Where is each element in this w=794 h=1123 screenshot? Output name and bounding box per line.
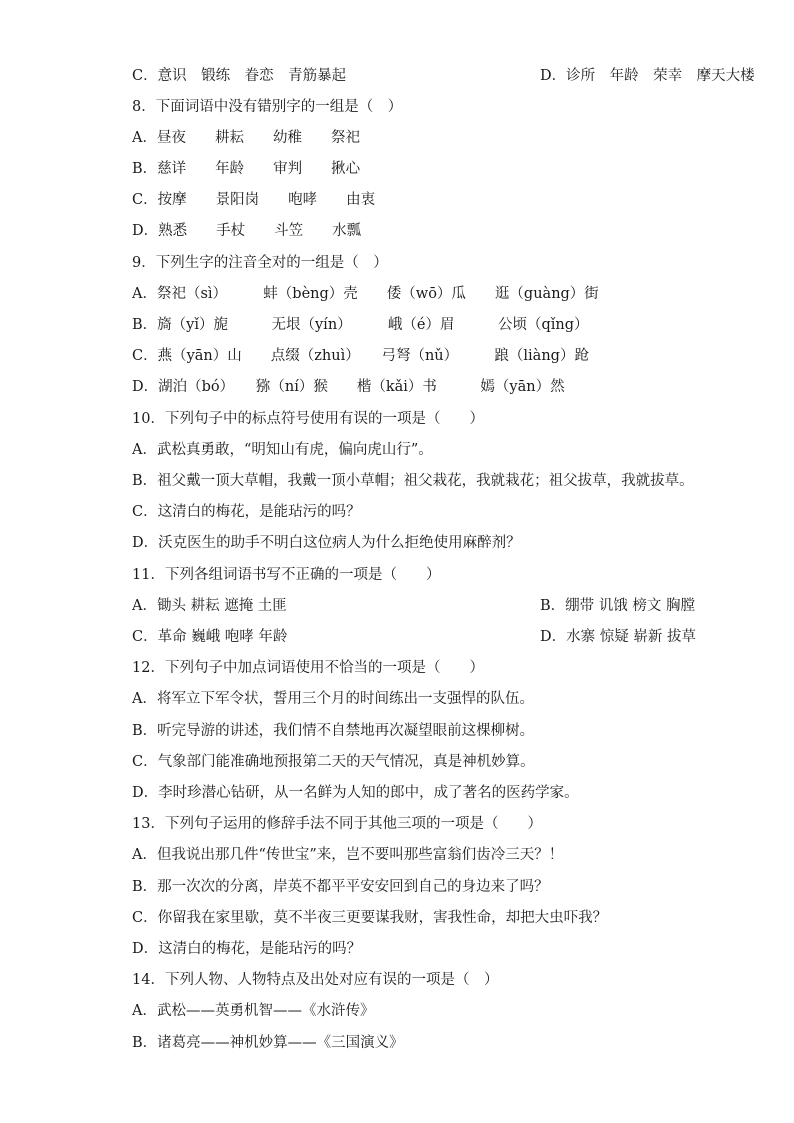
option-line: D．沃克医生的助手不明白这位病人为什么拒绝使用麻醉剂？: [132, 535, 521, 551]
option-line: A．祭祀（sì） 蚌（bèng）壳 倭（wō）瓜 逛（guàng）街: [132, 286, 599, 302]
option-line: C．革命 巍峨 咆哮 年龄 D．水寨 惊疑 崭新 拔草: [132, 629, 696, 645]
option-line: C．你留我在家里歇，莫不半夜三更要谋我财，害我性命，却把大虫吓我？: [132, 910, 608, 926]
option-line: B．听完导游的讲述，我们情不自禁地再次凝望眼前这棵柳树。: [132, 723, 535, 739]
question-11: 11．下列各组词语书写不正确的一项是（ ）: [132, 567, 441, 583]
question-12: 12．下列句子中加点词语使用不恰当的一项是（ ）: [132, 660, 484, 676]
option-line: A．将军立下军令状，誓用三个月的时间练出一支强悍的队伍。: [132, 691, 534, 707]
question-14: 14．下列人物、人物特点及出处对应有误的一项是（ ）: [132, 972, 499, 988]
option-line: A．锄头 耕耘 遮掩 土匪 B．绷带 讥饿 榜文 胸膛: [132, 598, 695, 614]
option-line: C．气象部门能准确地预报第二天的天气情况，真是神机妙算。: [132, 754, 535, 770]
option-line: A．但我说出那几件“传世宝”来，岂不要叫那些富翁们齿冷三天？！: [132, 847, 564, 863]
option-line: C．这清白的梅花，是能玷污的吗？: [132, 504, 361, 520]
option-line: D．熟悉 手杖 斗笠 水瓢: [132, 223, 362, 239]
option-line: C．燕（yān）山 点缀（zhuì） 弓弩（nǔ） 踉（liàng）跄: [132, 348, 589, 364]
option-line: B．慈详 年龄 审判 揪心: [132, 161, 361, 177]
option-line: C．按摩 景阳岗 咆哮 由衷: [132, 192, 376, 208]
option-line: B．祖父戴一顶大草帽，我戴一顶小草帽；祖父栽花，我就栽花；祖父拔草，我就拔草。: [132, 473, 694, 489]
question-8: 8．下面词语中没有错别字的一组是（ ）: [132, 99, 403, 115]
question-9: 9．下列生字的注音全对的一组是（ ）: [132, 255, 388, 271]
option-line: B．旖（yǐ）旎 无垠（yín） 峨（é）眉 公顷（qǐng）: [132, 317, 589, 333]
option-line: A．武松——英勇机智——《水浒传》: [132, 1003, 375, 1019]
option-line: D．李时珍潜心钻研，从一名鲜为人知的郎中，成了著名的医药学家。: [132, 785, 579, 801]
option-line: D．湖泊（bó） 猕（ní）猴 楷（kǎi）书 嫣（yān）然: [132, 379, 565, 395]
option-line: B．诸葛亮——神机妙算——《三国演义》: [132, 1035, 404, 1051]
question-10: 10．下列句子中的标点符号使用有误的一项是（ ）: [132, 411, 484, 427]
option-line: A．昼夜 耕耘 幼稚 祭祀: [132, 130, 360, 146]
question-13: 13．下列句子运用的修辞手法不同于其他三项的一项是（ ）: [132, 816, 542, 832]
option-line: D．这清白的梅花，是能玷污的吗？: [132, 941, 362, 957]
option-line: B．那一次次的分离，岸英不都平平安安回到自己的身边来了吗？: [132, 879, 549, 895]
text-line: C．意识 锻练 眷恋 青筋暴起 D．诊所 年龄 荣幸 摩天大楼: [132, 68, 755, 84]
option-line: A．武松真勇敢，“明知山有虎，偏向虎山行”。: [132, 442, 433, 458]
